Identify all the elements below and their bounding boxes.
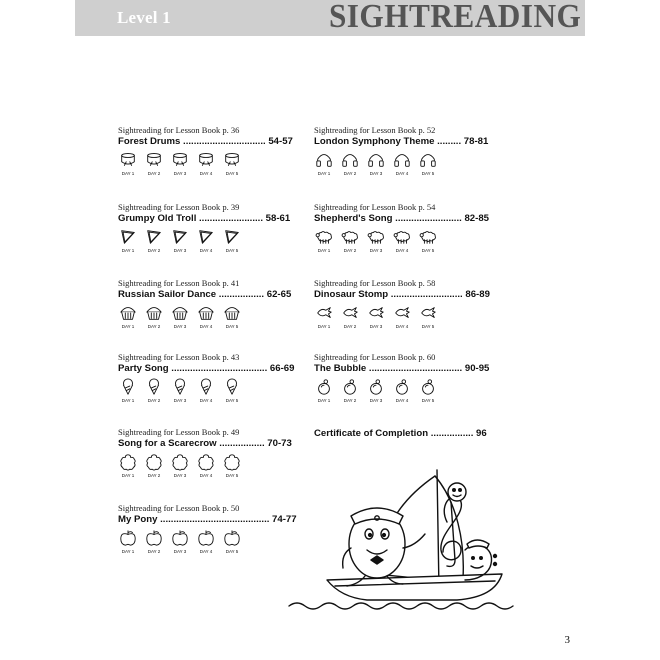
day-label: DAY 4 xyxy=(395,171,409,176)
day-label: DAY 1 xyxy=(121,473,135,478)
day-checkbox[interactable] xyxy=(196,453,216,478)
sheep-icon xyxy=(340,228,360,246)
day-label: DAY 3 xyxy=(369,171,383,176)
day-checklist xyxy=(118,151,293,176)
sheep-icon xyxy=(366,228,386,246)
day-label: DAY 4 xyxy=(395,248,409,253)
contents-entry xyxy=(118,125,293,176)
day-label: DAY 4 xyxy=(199,549,213,554)
day-checkbox[interactable] xyxy=(340,151,360,176)
day-label: DAY 4 xyxy=(199,171,213,176)
contents-entry xyxy=(314,278,489,329)
headphones-icon xyxy=(392,151,412,169)
contents-entry xyxy=(118,427,293,478)
piece-title-and-pages: Forest Drums ............................... 54-57 xyxy=(118,136,293,147)
day-checkbox[interactable] xyxy=(118,228,138,253)
flower-icon xyxy=(170,453,190,471)
day-checklist xyxy=(314,228,489,253)
day-checkbox[interactable] xyxy=(196,529,216,554)
day-label: DAY 2 xyxy=(343,171,357,176)
footprint-icon xyxy=(314,304,334,322)
day-checkbox[interactable] xyxy=(196,378,216,403)
sailboat-illustration xyxy=(287,462,527,612)
piece-title-and-pages: Russian Sailor Dance ................. 62-65 xyxy=(118,289,292,300)
piece-title-and-pages: London Symphony Theme ......... 78-81 xyxy=(314,136,489,147)
pizza-slice-icon xyxy=(144,228,164,246)
day-label: DAY 1 xyxy=(317,248,331,253)
day-label: DAY 3 xyxy=(173,171,187,176)
lesson-book-reference: Sightreading for Lesson Book p. 60 xyxy=(314,352,436,362)
day-checkbox[interactable] xyxy=(418,151,438,176)
day-checkbox[interactable] xyxy=(144,378,164,403)
day-checkbox[interactable] xyxy=(392,304,412,329)
headphones-icon xyxy=(418,151,438,169)
ice-cream-cone-icon xyxy=(196,378,216,396)
piece-title-and-pages: My Pony ......................................... 74-77 xyxy=(118,514,297,525)
ice-cream-cone-icon xyxy=(170,378,190,396)
sheep-icon xyxy=(314,228,334,246)
day-checkbox[interactable] xyxy=(314,304,334,329)
day-label: DAY 4 xyxy=(199,398,213,403)
lesson-book-reference: Sightreading for Lesson Book p. 43 xyxy=(118,352,240,362)
day-label: DAY 1 xyxy=(121,398,135,403)
day-checkbox[interactable] xyxy=(118,453,138,478)
page-header xyxy=(75,0,585,36)
footprint-icon xyxy=(418,304,438,322)
day-checklist xyxy=(314,378,489,403)
lesson-book-reference: Sightreading for Lesson Book p. 50 xyxy=(118,503,240,513)
day-checkbox[interactable] xyxy=(222,529,242,554)
day-label: DAY 3 xyxy=(369,248,383,253)
day-checkbox[interactable] xyxy=(366,151,386,176)
day-label: DAY 1 xyxy=(121,549,135,554)
cupcake-icon xyxy=(222,304,242,322)
contents-entry xyxy=(314,202,489,253)
piece-title-and-pages: Song for a Scarecrow ................. 70-73 xyxy=(118,438,292,449)
contents-entry xyxy=(314,352,489,403)
contents-entry xyxy=(118,202,293,253)
day-label: DAY 2 xyxy=(343,398,357,403)
cupcake-icon xyxy=(196,304,216,322)
day-checkbox[interactable] xyxy=(196,304,216,329)
contents-entry xyxy=(118,352,293,403)
day-checkbox[interactable] xyxy=(222,151,242,176)
day-checkbox[interactable] xyxy=(144,228,164,253)
page-number: 3 xyxy=(564,634,570,646)
day-label: DAY 2 xyxy=(147,171,161,176)
apple-icon xyxy=(222,529,242,547)
bubble-icon xyxy=(340,378,360,396)
day-label: DAY 2 xyxy=(147,473,161,478)
day-checkbox[interactable] xyxy=(118,151,138,176)
day-checkbox[interactable] xyxy=(222,228,242,253)
day-checkbox[interactable] xyxy=(392,228,412,253)
day-label: DAY 5 xyxy=(225,549,239,554)
pizza-slice-icon xyxy=(118,228,138,246)
pizza-slice-icon xyxy=(196,228,216,246)
flower-icon xyxy=(144,453,164,471)
pizza-slice-icon xyxy=(170,228,190,246)
day-label: DAY 5 xyxy=(225,248,239,253)
day-label: DAY 3 xyxy=(369,398,383,403)
bubble-icon xyxy=(392,378,412,396)
piece-title-and-pages: Certificate of Completion ................ 96 xyxy=(314,428,487,439)
footprint-icon xyxy=(392,304,412,322)
day-checkbox[interactable] xyxy=(144,304,164,329)
day-label: DAY 1 xyxy=(317,324,331,329)
day-checkbox[interactable] xyxy=(418,378,438,403)
day-checklist xyxy=(118,228,293,253)
day-checkbox[interactable] xyxy=(222,378,242,403)
bubble-icon xyxy=(314,378,334,396)
apple-icon xyxy=(144,529,164,547)
page-title: SIGHTREADING xyxy=(328,0,581,35)
pizza-slice-icon xyxy=(222,228,242,246)
day-checkbox[interactable] xyxy=(340,304,360,329)
drum-icon xyxy=(118,151,138,169)
day-checkbox[interactable] xyxy=(170,304,190,329)
sheep-icon xyxy=(392,228,412,246)
day-checkbox[interactable] xyxy=(222,453,242,478)
day-label: DAY 4 xyxy=(199,473,213,478)
day-label: DAY 4 xyxy=(199,324,213,329)
level-label: Level 1 xyxy=(117,8,171,27)
flower-icon xyxy=(196,453,216,471)
flower-icon xyxy=(222,453,242,471)
day-checkbox[interactable] xyxy=(366,378,386,403)
day-checkbox[interactable] xyxy=(144,151,164,176)
drum-icon xyxy=(196,151,216,169)
day-checklist xyxy=(314,304,489,329)
day-checkbox[interactable] xyxy=(170,529,190,554)
day-checklist xyxy=(314,151,489,176)
piece-title-and-pages: The Bubble ................................... 90-95 xyxy=(314,363,490,374)
apple-icon xyxy=(196,529,216,547)
day-checkbox[interactable] xyxy=(170,228,190,253)
piece-title-and-pages: Shepherd's Song ......................... 82-85 xyxy=(314,213,490,224)
lesson-book-reference: Sightreading for Lesson Book p. 41 xyxy=(118,278,240,288)
day-checklist xyxy=(118,529,293,554)
day-label: DAY 4 xyxy=(395,398,409,403)
day-label: DAY 3 xyxy=(173,473,187,478)
day-label: DAY 5 xyxy=(225,171,239,176)
ice-cream-cone-icon xyxy=(222,378,242,396)
day-checkbox[interactable] xyxy=(340,228,360,253)
drum-icon xyxy=(170,151,190,169)
day-label: DAY 2 xyxy=(343,324,357,329)
lesson-book-reference: Sightreading for Lesson Book p. 49 xyxy=(118,427,240,437)
sheep-icon xyxy=(418,228,438,246)
day-checkbox[interactable] xyxy=(366,228,386,253)
day-checkbox[interactable] xyxy=(196,228,216,253)
day-checkbox[interactable] xyxy=(118,304,138,329)
day-label: DAY 3 xyxy=(173,549,187,554)
footprint-icon xyxy=(366,304,386,322)
drum-icon xyxy=(144,151,164,169)
day-label: DAY 4 xyxy=(199,248,213,253)
ice-cream-cone-icon xyxy=(118,378,138,396)
cupcake-icon xyxy=(170,304,190,322)
day-label: DAY 2 xyxy=(147,324,161,329)
day-checkbox[interactable] xyxy=(418,228,438,253)
lesson-book-reference: Sightreading for Lesson Book p. 36 xyxy=(118,125,240,135)
piece-title-and-pages: Party Song .................................... 66-69 xyxy=(118,363,295,374)
contents-entry xyxy=(314,427,489,440)
day-label: DAY 1 xyxy=(121,248,135,253)
day-checkbox[interactable] xyxy=(418,304,438,329)
day-label: DAY 1 xyxy=(317,398,331,403)
contents-entry xyxy=(118,503,297,554)
headphones-icon xyxy=(366,151,386,169)
day-checkbox[interactable] xyxy=(366,304,386,329)
day-checkbox[interactable] xyxy=(170,453,190,478)
day-label: DAY 3 xyxy=(173,324,187,329)
bubble-icon xyxy=(418,378,438,396)
day-checkbox[interactable] xyxy=(196,151,216,176)
day-label: DAY 1 xyxy=(317,171,331,176)
headphones-icon xyxy=(340,151,360,169)
day-label: DAY 2 xyxy=(147,398,161,403)
cupcake-icon xyxy=(118,304,138,322)
lesson-book-reference: Sightreading for Lesson Book p. 54 xyxy=(314,202,436,212)
day-label: DAY 5 xyxy=(421,398,435,403)
day-label: DAY 2 xyxy=(147,248,161,253)
day-label: DAY 5 xyxy=(225,473,239,478)
lesson-book-reference: Sightreading for Lesson Book p. 39 xyxy=(118,202,240,212)
day-label: DAY 4 xyxy=(395,324,409,329)
day-checklist xyxy=(118,378,293,403)
day-checkbox[interactable] xyxy=(314,151,334,176)
day-checklist xyxy=(118,304,293,329)
piece-title-and-pages: Grumpy Old Troll ........................ 58-61 xyxy=(118,213,291,224)
piece-title-and-pages: Dinosaur Stomp ........................... 86-89 xyxy=(314,289,490,300)
day-label: DAY 5 xyxy=(421,324,435,329)
cupcake-icon xyxy=(144,304,164,322)
day-checkbox[interactable] xyxy=(170,378,190,403)
day-label: DAY 5 xyxy=(421,171,435,176)
day-checkbox[interactable] xyxy=(170,151,190,176)
contents-entry xyxy=(118,278,293,329)
day-label: DAY 1 xyxy=(121,171,135,176)
day-checkbox[interactable] xyxy=(222,304,242,329)
day-checkbox[interactable] xyxy=(144,453,164,478)
day-label: DAY 2 xyxy=(147,549,161,554)
day-checkbox[interactable] xyxy=(340,378,360,403)
day-checkbox[interactable] xyxy=(314,228,334,253)
day-checkbox[interactable] xyxy=(118,529,138,554)
ice-cream-cone-icon xyxy=(144,378,164,396)
flower-icon xyxy=(118,453,138,471)
day-checkbox[interactable] xyxy=(392,151,412,176)
headphones-icon xyxy=(314,151,334,169)
day-label: DAY 5 xyxy=(225,398,239,403)
contents-entry xyxy=(314,125,489,176)
day-label: DAY 1 xyxy=(121,324,135,329)
apple-icon xyxy=(170,529,190,547)
day-checkbox[interactable] xyxy=(118,378,138,403)
day-checkbox[interactable] xyxy=(144,529,164,554)
day-label: DAY 3 xyxy=(173,398,187,403)
day-label: DAY 3 xyxy=(369,324,383,329)
day-label: DAY 2 xyxy=(343,248,357,253)
drum-icon xyxy=(222,151,242,169)
bubble-icon xyxy=(366,378,386,396)
day-label: DAY 5 xyxy=(421,248,435,253)
day-label: DAY 5 xyxy=(225,324,239,329)
day-checkbox[interactable] xyxy=(392,378,412,403)
day-label: DAY 3 xyxy=(173,248,187,253)
apple-icon xyxy=(118,529,138,547)
footprint-icon xyxy=(340,304,360,322)
lesson-book-reference: Sightreading for Lesson Book p. 58 xyxy=(314,278,436,288)
day-checkbox[interactable] xyxy=(314,378,334,403)
day-checklist xyxy=(118,453,293,478)
lesson-book-reference: Sightreading for Lesson Book p. 52 xyxy=(314,125,436,135)
